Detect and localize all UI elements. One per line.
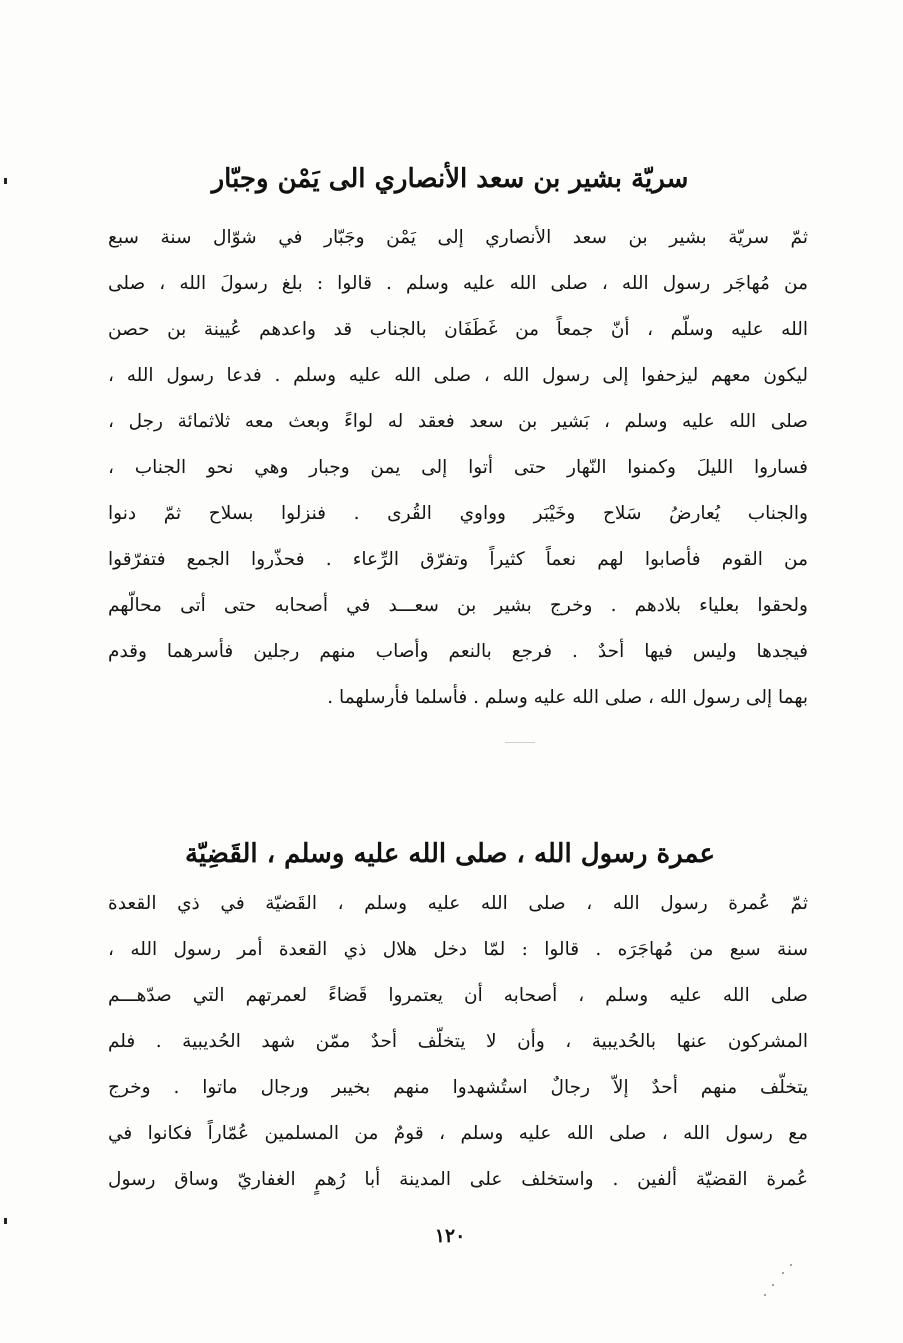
section-1-title: سريّة بشير بن سعد الأنصاري الى يَمْن وجبّار: [211, 164, 689, 195]
text-line: المشركون عنها بالحُديبية ، وأن لا يتخلّف أحدٌ ممّن شهد الحُديبية . فلم: [108, 1031, 808, 1052]
text-line: ولحقوا بعلياء بلادهم . وخرج بشير بن سعـــد في أصحابه حتى أتى محالّهم: [108, 595, 808, 616]
text-line: سنة سبع من مُهاجَرَه . قالوا : لمّا دخل هلال ذي القعدة أمر رسول الله ،: [108, 939, 808, 960]
text-line: يتخلّف منهم أحدٌ إلاّ رجالٌ استُشهدوا منهم بخيبر ورجال ماتوا . وخرج: [108, 1077, 808, 1098]
text-line: الله عليه وسلّم ، أنّ جمعاً من غَطَفَان بالجناب قد واعدهم عُيينة بن حصن: [108, 319, 808, 340]
section-2-paragraph: [108, 881, 808, 1203]
page-number: ١٢٠: [434, 1225, 466, 1247]
scan-dots: [760, 1262, 800, 1302]
text-line: من القوم فأصابوا لهم نعماً كثيراً وتفرّق الرِّعاء . فحذّروا الجمع فتفرّقوا: [108, 549, 808, 570]
section-1-paragraph: [108, 215, 808, 721]
text-line: مع رسول الله ، صلى الله عليه وسلم ، قومٌ من المسلمين عُمّاراً فكانوا في: [108, 1123, 808, 1144]
text-line: ثمّ عُمرة رسول الله ، صلى الله عليه وسلم ، القَضيّة في ذي القعدة: [108, 893, 808, 914]
text-line: ليكون معهم ليزحفوا إلى رسول الله ، صلى الله عليه وسلم . فدعا رسول الله ،: [108, 365, 808, 386]
text-line: صلى الله عليه وسلم ، أصحابه أن يعتمروا قَضاءً لعمرتهم التي صدّهـــم: [108, 985, 808, 1006]
scan-speck: [4, 178, 7, 184]
text-line: والجناب يُعارضُ سَلاح وخَيْبَر وواوي القُرى . فنزلوا بسلاح ثمّ دنوا: [108, 503, 808, 524]
section-2-title: عمرة رسول الله ، صلى الله عليه وسلم ، القَضِيّة: [185, 838, 715, 869]
text-line: ثمّ سريّة بشير بن سعد الأنصاري إلى يَمْن وجَبّار في شوّال سنة سبع: [108, 227, 808, 248]
text-line: من مُهاجَر رسول الله ، صلى الله عليه وسلم . قالوا : بلغ رسولَ الله ، صلى: [108, 273, 808, 294]
text-line: عُمرة القضيّة ألفين . واستخلف على المدينة أبا رُهمٍ الغفاريّ وساق رسول: [108, 1169, 808, 1190]
scan-speck: [4, 1218, 7, 1224]
scan-smudge: [505, 742, 535, 743]
text-line: فساروا الليلَ وكمنوا النّهار حتى أتوا إلى يمن وجبار وهي نحو الجناب ،: [108, 457, 808, 478]
text-line: فيجدها وليس فيها أحدٌ . فرجع بالنعم وأصاب منهم رجلين فأسرهما وقدم: [108, 641, 808, 662]
text-line: بهما إلى رسول الله ، صلى الله عليه وسلم . فأسلما فأرسلهما .: [327, 687, 808, 708]
text-line: صلى الله عليه وسلم ، بَشير بن سعد فعقد له لواءً وبعث معه ثلاثمائة رجل ،: [108, 411, 808, 432]
